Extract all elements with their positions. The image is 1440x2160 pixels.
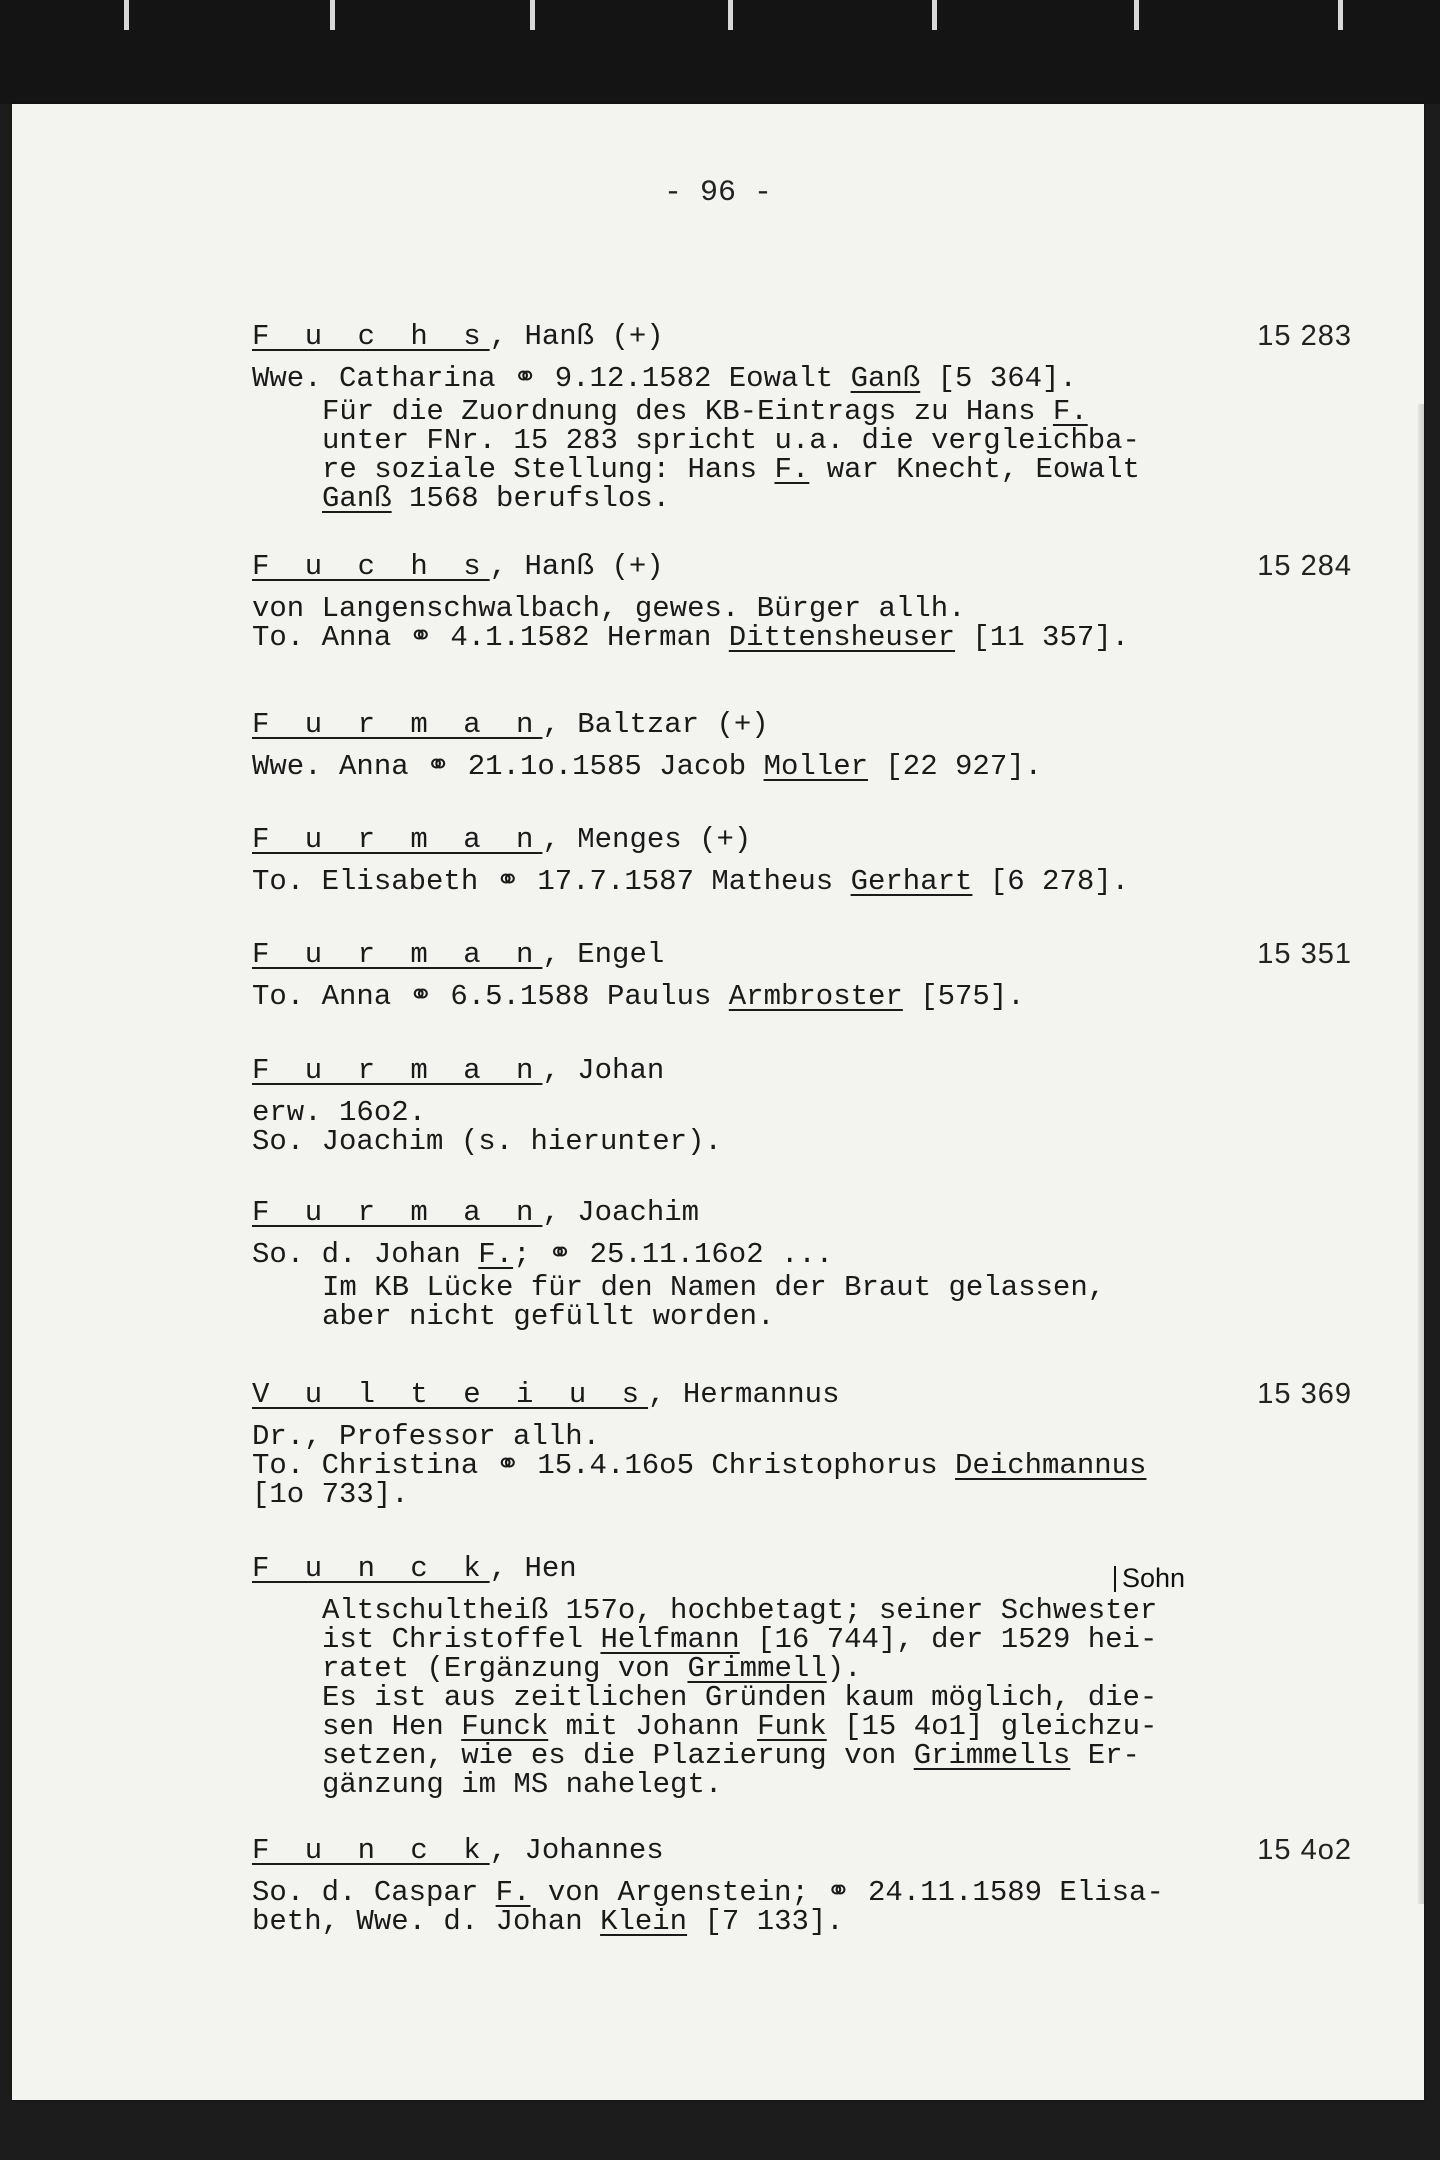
frame-tick-mark (530, 0, 535, 30)
person-entry (252, 1380, 1372, 1509)
entry-line: To. Anna ⚭ 6.5.1588 Paulus Armbroster [575]. (252, 980, 1025, 1013)
entry-given-name: , Hermannus (648, 1378, 840, 1411)
page-content (12, 104, 1424, 2100)
note-line: re soziale Stellung: Hans F. war Knecht, Eowalt (322, 453, 1140, 486)
entry-family-number: 15 351 (1257, 938, 1352, 970)
entry-given-name: , Johannes (489, 1834, 664, 1867)
frame-tick-mark (1338, 0, 1343, 30)
underlined-name: Deichmannus (955, 1449, 1147, 1482)
frame-tick-mark (330, 0, 335, 30)
entry-family-number: 15 4o2 (1257, 1834, 1352, 1866)
person-entry (252, 322, 1372, 513)
entry-given-name: , Baltzar (+) (542, 708, 769, 741)
person-entry (252, 1198, 1372, 1331)
person-entry (252, 825, 1372, 896)
frame-tick-mark (124, 0, 129, 30)
person-entry (252, 710, 1372, 781)
entry-line: To. Elisabeth ⚭ 17.7.1587 Matheus Gerhart [6 278]. (252, 865, 1130, 898)
underlined-name: Gerhart (850, 865, 973, 898)
document-page (12, 104, 1424, 2100)
annotation-bracket (1114, 1566, 1116, 1592)
note-line: Im KB Lücke für den Namen der Braut gelassen, (322, 1271, 1106, 1304)
person-entry (252, 552, 1372, 652)
entry-family-number: 15 369 (1257, 1378, 1352, 1410)
underlined-name: Ganß (322, 482, 392, 515)
entry-heading (252, 1380, 1372, 1416)
note-line: unter FNr. 15 283 spricht u.a. die vergleichba- (322, 424, 1140, 457)
entry-heading (252, 825, 1372, 861)
underlined-name: Armbroster (728, 980, 903, 1013)
entry-line: So. d. Caspar F. von Argenstein; ⚭ 24.11.1589 Elisa- (252, 1876, 1164, 1909)
entry-heading (252, 1056, 1372, 1092)
frame-tick-mark (932, 0, 937, 30)
underlined-name: Moller (763, 750, 868, 783)
note-line: Es ist aus zeitlichen Gründen kaum möglich, die- (322, 1681, 1158, 1714)
entry-heading (252, 1836, 1372, 1872)
entry-line: von Langenschwalbach, gewes. Bürger allh. (252, 592, 966, 625)
underlined-name: F. (478, 1238, 514, 1271)
person-entry (252, 1554, 1372, 1799)
entry-line: So. d. Johan F.; ⚭ 25.11.16o2 ... (252, 1238, 834, 1271)
person-entry (252, 940, 1372, 1011)
underlined-name: Grimmells (913, 1739, 1071, 1772)
entry-surname: F u r m a n (252, 708, 543, 741)
entry-family-number: 15 284 (1257, 550, 1352, 582)
entry-surname: F u n c k (252, 1834, 490, 1867)
entry-given-name: , Engel (542, 938, 665, 971)
entry-line: Wwe. Catharina ⚭ 9.12.1582 Eowalt Ganß [5 364]. (252, 362, 1077, 395)
underlined-name: Funck (461, 1710, 549, 1743)
entry-line: So. Joachim (s. hierunter). (252, 1125, 722, 1158)
entry-given-name: , Hen (489, 1552, 577, 1585)
entry-line: [1o 733]. (252, 1478, 409, 1511)
note-line: Ganß 1568 berufslos. (322, 482, 671, 515)
underlined-name: Grimmell (687, 1652, 827, 1685)
entry-surname: V u l t e i u s (252, 1378, 649, 1411)
entry-given-name: , Johan (542, 1054, 665, 1087)
entry-heading (252, 552, 1372, 588)
note-line: Altschultheiß 157o, hochbetagt; seiner Schwester (322, 1594, 1158, 1627)
underlined-name: F. (495, 1876, 531, 1909)
entry-line: To. Anna ⚭ 4.1.1582 Herman Dittensheuser [11 357]. (252, 621, 1130, 654)
entry-note (252, 1273, 1372, 1331)
entry-heading (252, 710, 1372, 746)
entry-heading (252, 322, 1372, 358)
underlined-name: Funk (757, 1710, 827, 1743)
entry-line: beth, Wwe. d. Johan Klein [7 133]. (252, 1905, 844, 1938)
handwritten-annotation: Sohn (1122, 1563, 1186, 1593)
entry-note (252, 1596, 1372, 1799)
underlined-name: F. (1052, 395, 1088, 428)
entry-family-number: 15 283 (1257, 320, 1352, 352)
person-entry (252, 1056, 1372, 1156)
entry-surname: F u c h s (252, 550, 490, 583)
entry-surname: F u n c k (252, 1552, 490, 1585)
entry-surname: F u r m a n (252, 823, 543, 856)
note-line: setzen, wie es die Plazierung von Grimmells Er- (322, 1739, 1140, 1772)
underlined-name: Ganß (850, 362, 921, 395)
underlined-name: Dittensheuser (728, 621, 956, 654)
entry-line: Wwe. Anna ⚭ 21.1o.1585 Jacob Moller [22 927]. (252, 750, 1043, 783)
frame-tick-mark (1134, 0, 1139, 30)
note-line: ratet (Ergänzung von Grimmell). (322, 1652, 862, 1685)
underlined-name: Helfmann (600, 1623, 740, 1656)
entry-given-name: , Hanß (+) (489, 550, 664, 583)
note-line: Für die Zuordnung des KB-Eintrags zu Hans F. (322, 395, 1088, 428)
entry-line: erw. 16o2. (252, 1096, 427, 1129)
entry-heading (252, 1198, 1372, 1234)
entry-heading (252, 940, 1372, 976)
page-number: - 96 - (663, 176, 773, 210)
person-entry (252, 1836, 1372, 1936)
note-line: ist Christoffel Helfmann [16 744], der 1529 hei- (322, 1623, 1158, 1656)
frame-tick-mark (728, 0, 733, 30)
entry-surname: F u r m a n (252, 938, 543, 971)
scanner-frame-top (0, 0, 1440, 104)
entry-given-name: , Menges (+) (542, 823, 752, 856)
entry-surname: F u c h s (252, 320, 490, 353)
note-line: sen Hen Funck mit Johann Funk [15 4o1] gleichzu- (322, 1710, 1158, 1743)
entry-line: Dr., Professor allh. (252, 1420, 601, 1453)
entry-given-name: , Joachim (542, 1196, 700, 1229)
entry-given-name: , Hanß (+) (489, 320, 664, 353)
entry-surname: F u r m a n (252, 1196, 543, 1229)
entry-surname: F u r m a n (252, 1054, 543, 1087)
entry-line: To. Christina ⚭ 15.4.16o5 Christophorus Deichmannus (252, 1449, 1147, 1482)
entry-heading (252, 1554, 1372, 1590)
underlined-name: F. (774, 453, 810, 486)
entry-note (252, 397, 1372, 513)
note-line: aber nicht gefüllt worden. (322, 1300, 775, 1333)
underlined-name: Klein (600, 1905, 688, 1938)
note-line: gänzung im MS nahelegt. (322, 1768, 723, 1801)
